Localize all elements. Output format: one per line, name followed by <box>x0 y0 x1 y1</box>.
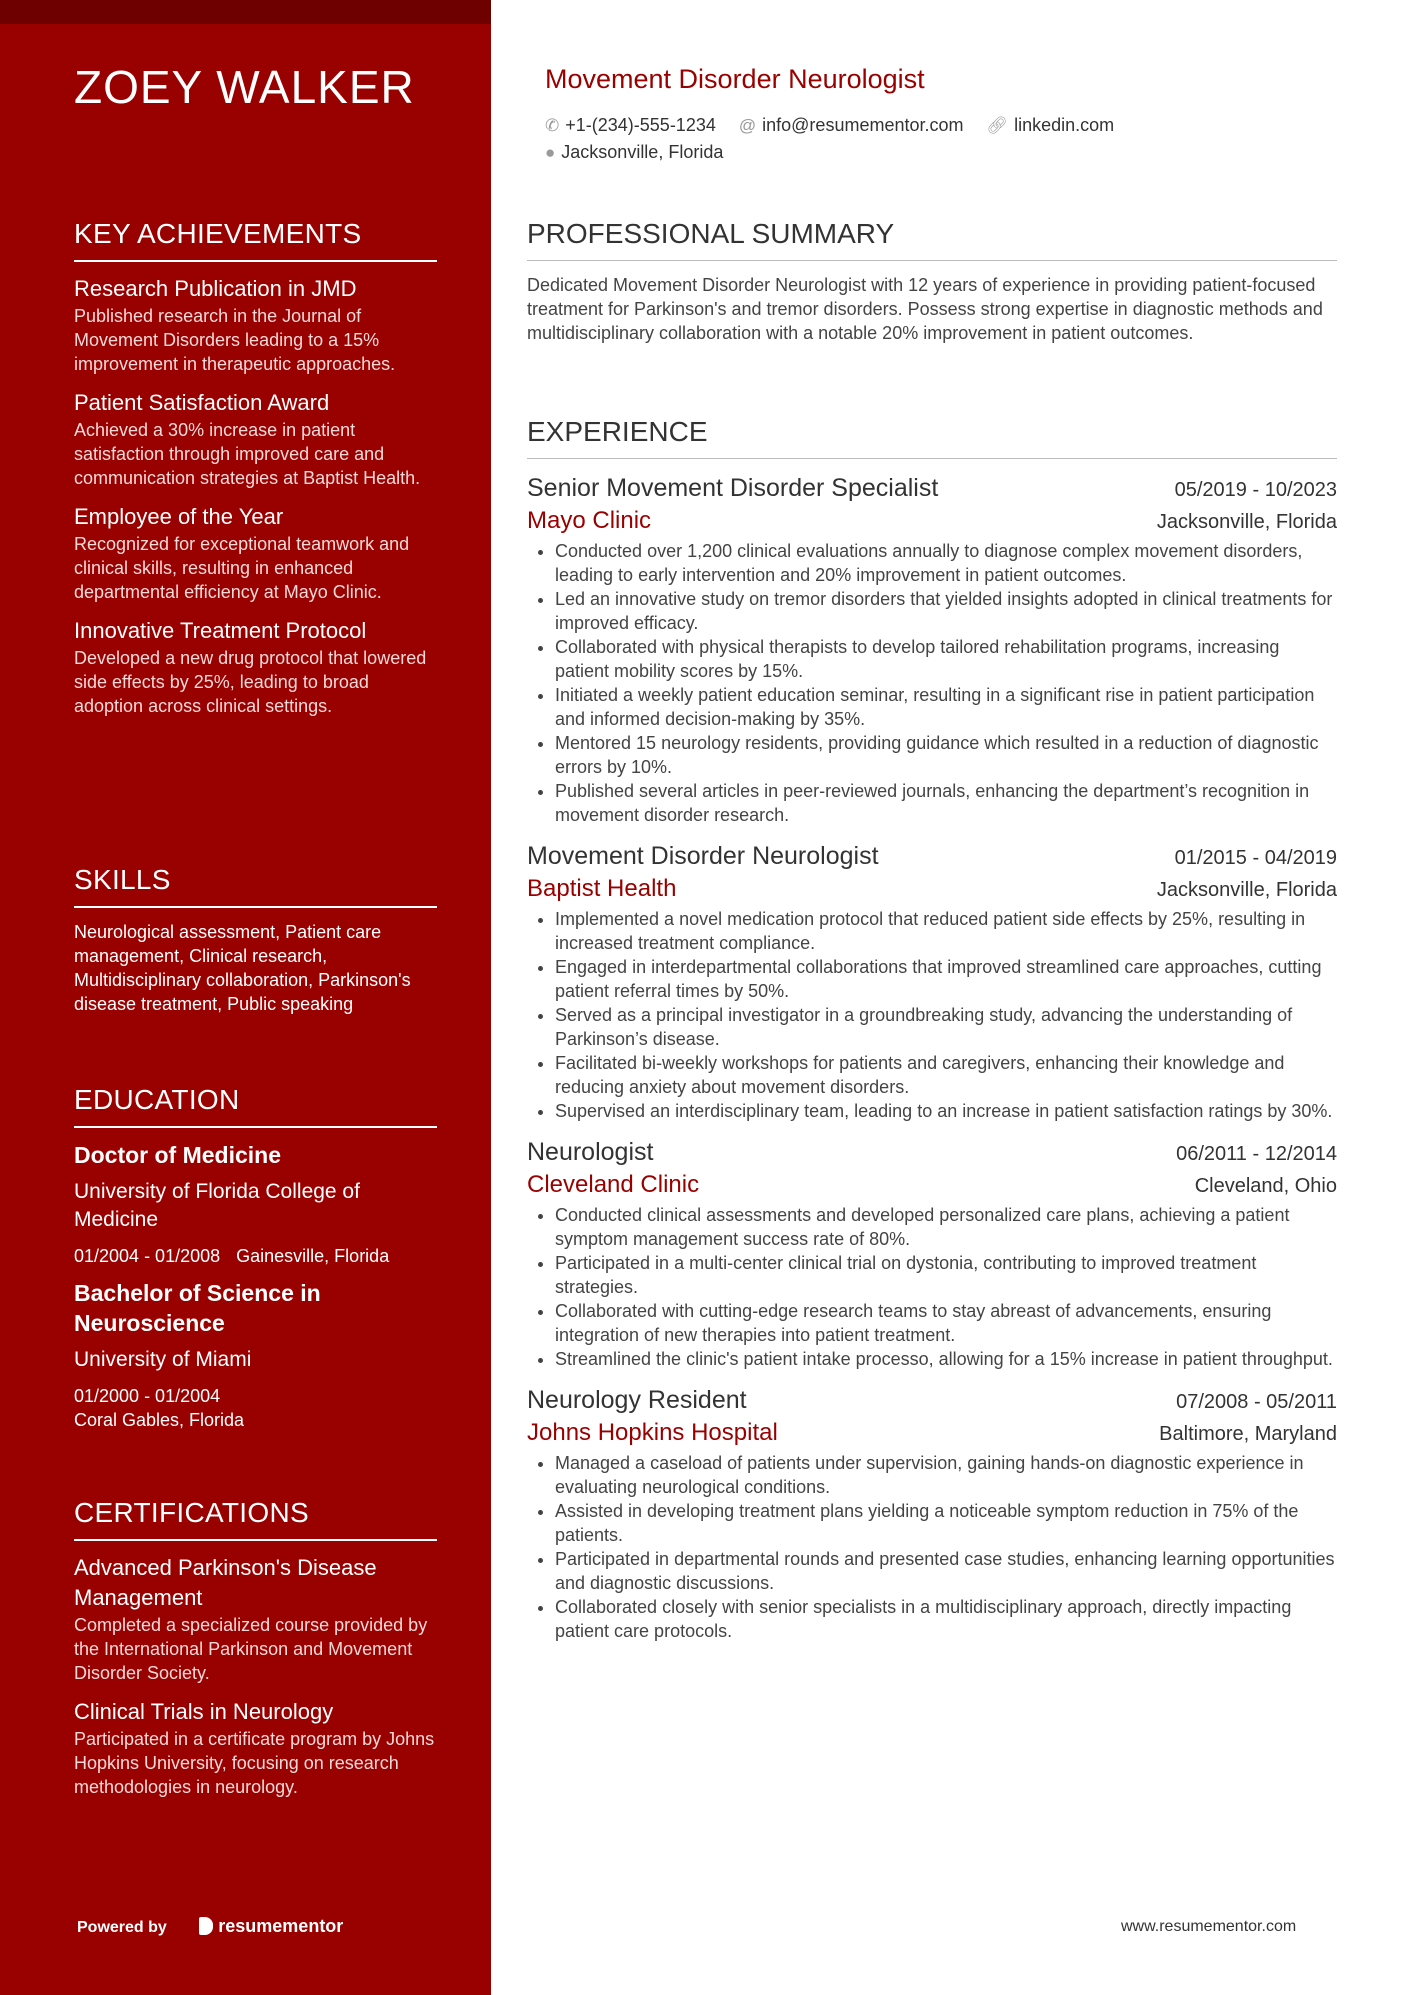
contact-phone[interactable] <box>545 115 716 135</box>
skills-title: SKILLS <box>74 862 437 908</box>
experience-title: EXPERIENCE <box>527 414 1337 459</box>
job-bullets <box>527 907 1337 1123</box>
job-title: Senior Movement Disorder Specialist <box>527 474 939 502</box>
certifications-title: CERTIFICATIONS <box>74 1495 437 1541</box>
job-bullet: • Participated in a multi-center clinical trial on dystonia, contributing to improved treatment strategies. <box>555 1251 1337 1299</box>
job-bullet: • Conducted over 1,200 clinical evaluations annually to diagnose complex movement disorders, leading to early intervention and 20% improvement in patient outcomes. <box>555 539 1337 587</box>
link-icon: 🔗︎ <box>986 116 1009 135</box>
job-location: Baltimore, Maryland <box>1159 1423 1337 1445</box>
education-meta <box>74 1244 437 1268</box>
job-company: Cleveland Clinic <box>527 1171 700 1198</box>
education-school: University of Florida College of Medicine <box>74 1180 360 1231</box>
brand-link[interactable] <box>199 1916 343 1936</box>
experience-item <box>527 839 1337 1123</box>
map-pin-icon: ● <box>545 143 556 162</box>
job-bullet: • Served as a principal investigator in a groundbreaking study, advancing the understanding of Parkinson’s disease. <box>555 1003 1337 1051</box>
job-company: Baptist Health <box>527 875 677 902</box>
education-item <box>74 1278 437 1432</box>
job-bullet: • Led an innovative study on tremor disorders that yielded insights adopted in clinical treatments for improved efficacy. <box>555 587 1337 635</box>
education-item <box>74 1140 437 1268</box>
job-bullet: • Collaborated closely with senior specialists in a multidisciplinary approach, directly impacting patient care protocols. <box>555 1595 1337 1643</box>
certification-title: Advanced Parkinson's Disease Management <box>74 1555 377 1610</box>
job-company: Johns Hopkins Hospital <box>527 1419 778 1446</box>
education-section <box>74 1082 437 1432</box>
education-title: EDUCATION <box>74 1082 437 1128</box>
powered-by <box>77 1916 343 1937</box>
experience-item <box>527 471 1337 827</box>
job-dates: 01/2015 - 04/2019 <box>1174 847 1337 869</box>
achievement-item <box>74 502 437 604</box>
linkedin-text: linkedin.com <box>1014 115 1115 135</box>
job-bullet: • Mentored 15 neurology residents, providing guidance which resulted in a reduction of diagnostic errors by 10%. <box>555 731 1337 779</box>
certifications-section <box>74 1495 437 1799</box>
candidate-name: ZOEY WALKER <box>74 61 415 113</box>
education-degree: Bachelor of Science in Neuroscience <box>74 1280 321 1336</box>
location-text: Jacksonville, Florida <box>561 142 724 162</box>
job-bullets <box>527 1451 1337 1643</box>
job-company: Mayo Clinic <box>527 507 652 534</box>
education-meta <box>74 1384 437 1432</box>
contact-info <box>545 112 1132 166</box>
experience-item <box>527 1383 1337 1643</box>
job-bullets <box>527 539 1337 827</box>
job-bullet: • Collaborated with cutting-edge research teams to stay abreast of advancements, ensuring integration of new therapies into patient treatment. <box>555 1299 1337 1347</box>
certification-item <box>74 1553 437 1685</box>
achievement-desc: Recognized for exceptional teamwork and clinical skills, resulting in enhanced departmental efficiency at Mayo Clinic. <box>74 534 410 602</box>
achievements-section <box>74 216 437 718</box>
education-location: Gainesville, Florida <box>236 1246 390 1266</box>
at-sign-icon: @ <box>738 116 757 135</box>
resumementor-logo-icon <box>199 1917 213 1935</box>
education-dates: 01/2000 - 01/2004 <box>74 1386 221 1406</box>
job-title: Movement Disorder Neurologist <box>527 842 879 870</box>
brand-name: resumementor <box>218 1916 344 1936</box>
job-location: Jacksonville, Florida <box>1156 879 1337 901</box>
phone-icon: ✆ <box>545 116 560 135</box>
email-text: info@resumementor.com <box>762 115 964 135</box>
achievement-desc: Achieved a 30% increase in patient satisfaction through improved care and communication strategies at Baptist Health. <box>74 420 421 488</box>
skills-section <box>74 862 437 1016</box>
job-bullet: • Streamlined the clinic's patient intake processo, allowing for a 15% increase in patient throughput. <box>555 1347 1337 1371</box>
summary-section <box>527 216 1337 345</box>
achievement-title: Employee of the Year <box>74 504 284 529</box>
job-bullet: • Facilitated bi-weekly workshops for patients and caregivers, enhancing their knowledge and reducing anxiety about movement disorders. <box>555 1051 1337 1099</box>
job-title: Neurologist <box>527 1138 654 1166</box>
job-heading: Movement Disorder Neurologist <box>545 64 925 94</box>
phone-text: +1-(234)-555-1234 <box>565 115 716 135</box>
contact-email[interactable] <box>739 115 964 135</box>
sidebar-top-band <box>0 0 491 24</box>
experience-item <box>527 1135 1337 1371</box>
certification-desc: Completed a specialized course provided by the International Parkinson and Movement Disorder Society. <box>74 1615 428 1683</box>
job-bullets <box>527 1203 1337 1371</box>
education-dates: 01/2004 - 01/2008 <box>74 1246 221 1266</box>
footer-url[interactable]: www.resumementor.com <box>1121 1918 1297 1935</box>
achievement-item <box>74 388 437 490</box>
powered-by-label: Powered by <box>77 1919 167 1936</box>
job-title: Neurology Resident <box>527 1386 747 1414</box>
job-dates: 06/2011 - 12/2014 <box>1176 1143 1337 1165</box>
achievement-item <box>74 616 437 718</box>
achievement-title: Patient Satisfaction Award <box>74 390 330 415</box>
job-bullet: • Published several articles in peer-reviewed journals, enhancing the department’s recognition in movement disorder research. <box>555 779 1337 827</box>
summary-title: PROFESSIONAL SUMMARY <box>527 216 1337 261</box>
certification-title: Clinical Trials in Neurology <box>74 1699 334 1724</box>
job-bullet: • Implemented a novel medication protocol that reduced patient side effects by 25%, resulting in increased treatment compliance. <box>555 907 1337 955</box>
achievement-desc: Published research in the Journal of Movement Disorders leading to a 15% improvement in therapeutic approaches. <box>74 306 396 374</box>
job-bullet: • Collaborated with physical therapists to develop tailored rehabilitation programs, increasing patient mobility scores by 15%. <box>555 635 1337 683</box>
job-bullet: • Initiated a weekly patient education seminar, resulting in a significant rise in patient participation and informed decision-making by 35%. <box>555 683 1337 731</box>
education-location: Coral Gables, Florida <box>74 1410 245 1430</box>
sidebar <box>0 0 491 1995</box>
job-bullet: • Engaged in interdepartmental collaborations that improved streamlined care approaches, cutting patient referral times by 50%. <box>555 955 1337 1003</box>
achievement-title: Research Publication in JMD <box>74 276 357 301</box>
job-location: Cleveland, Ohio <box>1194 1175 1337 1197</box>
achievements-title: KEY ACHIEVEMENTS <box>74 216 437 262</box>
achievement-title: Innovative Treatment Protocol <box>74 618 367 643</box>
education-school: University of Miami <box>74 1348 252 1371</box>
job-bullet: • Assisted in developing treatment plans yielding a noticeable symptom reduction in 75% of the patients. <box>555 1499 1337 1547</box>
contact-linkedin[interactable] <box>987 115 1115 135</box>
job-bullet: • Conducted clinical assessments and developed personalized care plans, achieving a patient symptom management success rate of 80%. <box>555 1203 1337 1251</box>
job-dates: 07/2008 - 05/2011 <box>1176 1391 1337 1413</box>
certification-item <box>74 1697 437 1799</box>
education-degree: Doctor of Medicine <box>74 1142 282 1168</box>
job-location: Jacksonville, Florida <box>1156 511 1337 533</box>
skills-text: Neurological assessment, Patient care management, Clinical research, Multidisciplinary collaboration, Parkinson's disease treatment, Public speaking <box>74 922 411 1014</box>
summary-text: Dedicated Movement Disorder Neurologist with 12 years of experience in providing patient-focused treatment for Parkinson's and tremor disorders. Possess strong expertise in diagnostic methods and multidisciplinary collaboration with a notable 20% improvement in patient outcomes. <box>527 275 1323 343</box>
achievement-item <box>74 274 437 376</box>
job-dates: 05/2019 - 10/2023 <box>1174 479 1337 501</box>
job-bullet: • Supervised an interdisciplinary team, leading to an increase in patient satisfaction ratings by 30%. <box>555 1099 1337 1123</box>
achievement-desc: Developed a new drug protocol that lowered side effects by 25%, leading to broad adoption across clinical settings. <box>74 648 427 716</box>
certification-desc: Participated in a certificate program by Johns Hopkins University, focusing on research methodologies in neurology. <box>74 1729 435 1797</box>
job-bullet: • Participated in departmental rounds and presented case studies, enhancing learning opportunities and diagnostic discussions. <box>555 1547 1337 1595</box>
contact-location <box>545 142 723 162</box>
experience-section <box>527 414 1337 1643</box>
job-bullet: • Managed a caseload of patients under supervision, gaining hands-on diagnostic experience in evaluating neurological conditions. <box>555 1451 1337 1499</box>
